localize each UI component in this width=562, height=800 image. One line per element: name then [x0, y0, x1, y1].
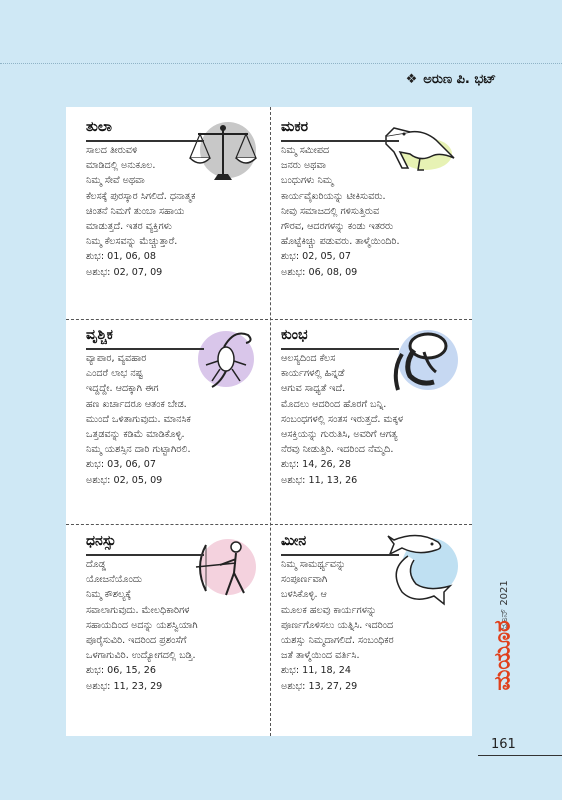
title-rule [281, 554, 399, 556]
sign-title: ಮಕರ [281, 119, 309, 135]
body-line: ಸವಾಲಾಗುವುದು. ಮೇಲಧಿಕಾರಿಗಳ [86, 604, 190, 616]
page-number: 161 [491, 737, 516, 752]
body-line: ಆಸಕ್ತಿಯನ್ನು ಗುರುತಿಸಿ, ಅವರಿಗೆ ಆಗತ್ಯ [281, 429, 398, 441]
sign-title: ಧನಸ್ಸು [86, 533, 117, 549]
body-line: ಕಾರ್ಯಗಳಲ್ಲಿ ಹಿನ್ನಡೆ [281, 368, 345, 380]
unlucky-numbers: ಅಶುಭ: 02, 07, 09 [86, 266, 163, 278]
body-line: ಜತೆ ತಾಳ್ಮೆಯಿಂದ ವರ್ತಿಸಿ. [281, 650, 360, 662]
sign-body [281, 351, 471, 488]
body-line: ನಿಮ್ಮ ಕೌಶಲ್ಯಕ್ಕೆ [86, 589, 132, 601]
title-rule [281, 348, 399, 350]
body-line: ಇದ್ದದ್ದೇ. ಆದಕ್ಕಾಗಿ ಈಗ [86, 383, 159, 395]
unlucky-numbers: ಅಶುಭ: 11, 23, 29 [86, 680, 163, 692]
title-rule [86, 140, 204, 142]
body-line: ವ್ಯಾಪಾರ, ವ್ಯವಹಾರ [86, 353, 147, 364]
issue-date: ಜೂನ್ 2021 [498, 580, 510, 631]
sign-title: ಕುಂಭ [281, 327, 308, 343]
body-line: ಎಂದರೆ ಲಾಭ ನಷ್ಟ [86, 368, 143, 380]
body-line: ಹೊಟ್ಟೆಕಿಚ್ಚು ಪಡುವರು. ತಾಳ್ಮೆಯಿಂದಿರಿ. [281, 236, 400, 248]
sign-body [86, 351, 276, 488]
unlucky-numbers: ಅಶುಭ: 13, 27, 29 [281, 680, 358, 692]
body-line: ಜನರು ಅಥವಾ [281, 160, 327, 172]
diamond-icon: ❖ [405, 72, 418, 87]
body-line: ಮಾಡುತ್ತದೆ. ಇತರ ವ್ಯಕ್ತಿಗಳು [86, 221, 172, 233]
body-line: ಸಂಪೂರ್ಣವಾಗಿ [281, 574, 328, 586]
author-byline [406, 72, 496, 87]
sign-makara [281, 119, 471, 280]
sign-vrishchika [86, 327, 276, 488]
body-line: ಒಳಗಾಗುವಿರಿ. ಉದ್ಯೋಗದಲ್ಲಿ ಬಡ್ತಿ. [86, 650, 196, 662]
body-line: ದೊಡ್ಡ [86, 559, 106, 570]
author-name: ಅರುಣ ಪಿ. ಭಟ್ [423, 72, 496, 87]
sign-title: ತುಲಾ [86, 119, 112, 135]
sign-body [86, 557, 276, 694]
sign-tula [86, 119, 276, 280]
sign-body [281, 143, 471, 280]
body-line: ಮೊದಲು ಆದರಿಂದ ಹೊರಗೆ ಬನ್ನಿ. [281, 398, 387, 410]
title-rule [86, 554, 204, 556]
unlucky-numbers: ಅಶುಭ: 02, 05, 09 [86, 474, 163, 486]
row-divider-1 [66, 319, 472, 320]
body-line: ಕೆಲಸಕ್ಕೆ ಪುರಸ್ಕಾರ ಸಿಗಲಿದೆ. ಧನಾತ್ಮಕ [86, 190, 196, 202]
body-line: ಸಹಾಯದಿಂದ ಅದನ್ನು ಯಶಸ್ವಿಯಾಗಿ [86, 619, 198, 631]
body-line: ಸಾಲದ ತೀರುವಳಿ [86, 145, 138, 156]
body-line: ಯಶಸ್ಸು ನಿಮ್ಮದಾಗಲಿದೆ. ಸಂಬಂಧಿಕರ [281, 635, 394, 647]
body-line: ಬಳಸಿಕೊಳ್ಳಿ. ಆ [281, 589, 327, 601]
body-line: ಸಂಬಂಧಗಳಲ್ಲಿ ಸಂತಸ ಇರುತ್ತದೆ. ಮಕ್ಕಳ [281, 413, 404, 425]
row-divider-2 [66, 524, 472, 525]
lucky-numbers: ಶುಭ: 14, 26, 28 [281, 459, 351, 471]
sign-title: ವೃಶ್ಚಿಕ [86, 327, 113, 343]
unlucky-numbers: ಅಶುಭ: 06, 08, 09 [281, 266, 358, 278]
page-number-rule [478, 755, 562, 756]
unlucky-numbers: ಅಶುಭ: 11, 13, 26 [281, 474, 358, 486]
body-line: ಕಾರ್ಯವೈಖರಿಯನ್ನು ಟೀಕಿಸುವರು. [281, 190, 386, 202]
sign-body [86, 143, 276, 280]
body-line: ನಿಮ್ಮ ಯಶಸ್ಸಿನ ದಾರಿ ಗುಟ್ಟಾಗಿರಲಿ. [86, 444, 191, 456]
body-line: ಮೂಲಕ ಹಲವು ಕಾರ್ಯಗಳನ್ನು [281, 604, 377, 616]
sign-title: ಮೀನ [281, 533, 307, 549]
body-line: ನಿಮ್ಮ ಸಮೀಪದ [281, 145, 330, 156]
sign-body [281, 557, 471, 694]
body-line: ಬಂಧುಗಳು ನಿಮ್ಮ [281, 175, 334, 187]
body-line: ಗೌರವ, ಆದರಗಳನ್ನು ಕಂಡು ಇತರರು [281, 221, 394, 233]
body-line: ಒತ್ತಡವನ್ನು ಕಡಿಮೆ ಮಾಡಿಕೊಳ್ಳಿ. [86, 429, 185, 441]
lucky-numbers: ಶುಭ: 02, 05, 07 [281, 251, 351, 263]
sign-kumbha [281, 327, 471, 488]
magazine-brand: ಮಯೂರ [490, 620, 516, 691]
body-line: ನಿಮ್ಮ ಸಾಮರ್ಥ್ಯವನ್ನು [281, 559, 346, 570]
body-line: ನಿಮ್ಮ ಸೇವೆ ಅಥವಾ [86, 175, 145, 187]
lucky-numbers: ಶುಭ: 03, 06, 07 [86, 459, 156, 471]
body-line: ಮಾಡಿದಲ್ಲಿ ಅನುಕೂಲ. [86, 160, 156, 172]
title-rule [86, 348, 204, 350]
body-line: ಆಗುವ ಸಾಧ್ಯತೆ ಇದೆ. [281, 383, 346, 395]
body-line: ಹಣ ಖರ್ಚಾದರೂ ಆತಂಕ ಬೇಡ. [86, 398, 187, 410]
body-line: ಚಿಂತನೆ ನಿಮಗೆ ತುಂಬಾ ಸಹಾಯ [86, 205, 185, 217]
body-line: ನೀವು ಸಮಾಜದಲ್ಲಿ ಗಳಿಸುತ್ತಿರುವ [281, 205, 380, 217]
body-line: ನೆರವು ನೀಡುತ್ತಿರಿ. ಇದರಿಂದ ನೆಮ್ಮದಿ. [281, 444, 394, 456]
body-line: ಮುಂದೆ ಒಳಿತಾಗುವುದು. ಮಾನಸಿಕ [86, 413, 191, 425]
body-line: ಪೂರ್ಣಗೊಳಿಸಲು ಯತ್ನಿಸಿ. ಇದರಿಂದ [281, 619, 394, 631]
sign-dhanassu [86, 533, 276, 694]
top-dotted-divider [0, 63, 562, 64]
body-line: ಯೋಜನೆಯೊಂದು [86, 574, 143, 586]
lucky-numbers: ಶುಭ: 01, 06, 08 [86, 251, 156, 263]
lucky-numbers: ಶುಭ: 11, 18, 24 [281, 665, 351, 677]
title-rule [281, 140, 399, 142]
body-line: ನಿಮ್ಮ ಕೆಲಸವನ್ನು ಮೆಚ್ಚುತ್ತಾರೆ. [86, 236, 178, 248]
body-line: ಆಲಸ್ಯದಿಂದ ಕೆಲಸ [281, 353, 336, 364]
body-line: ಪೂರೈಸುವಿರಿ. ಇದರಿಂದ ಪ್ರಶಂಸೆಗೆ [86, 635, 187, 647]
lucky-numbers: ಶುಭ: 06, 15, 26 [86, 665, 156, 677]
sign-meena [281, 533, 471, 694]
